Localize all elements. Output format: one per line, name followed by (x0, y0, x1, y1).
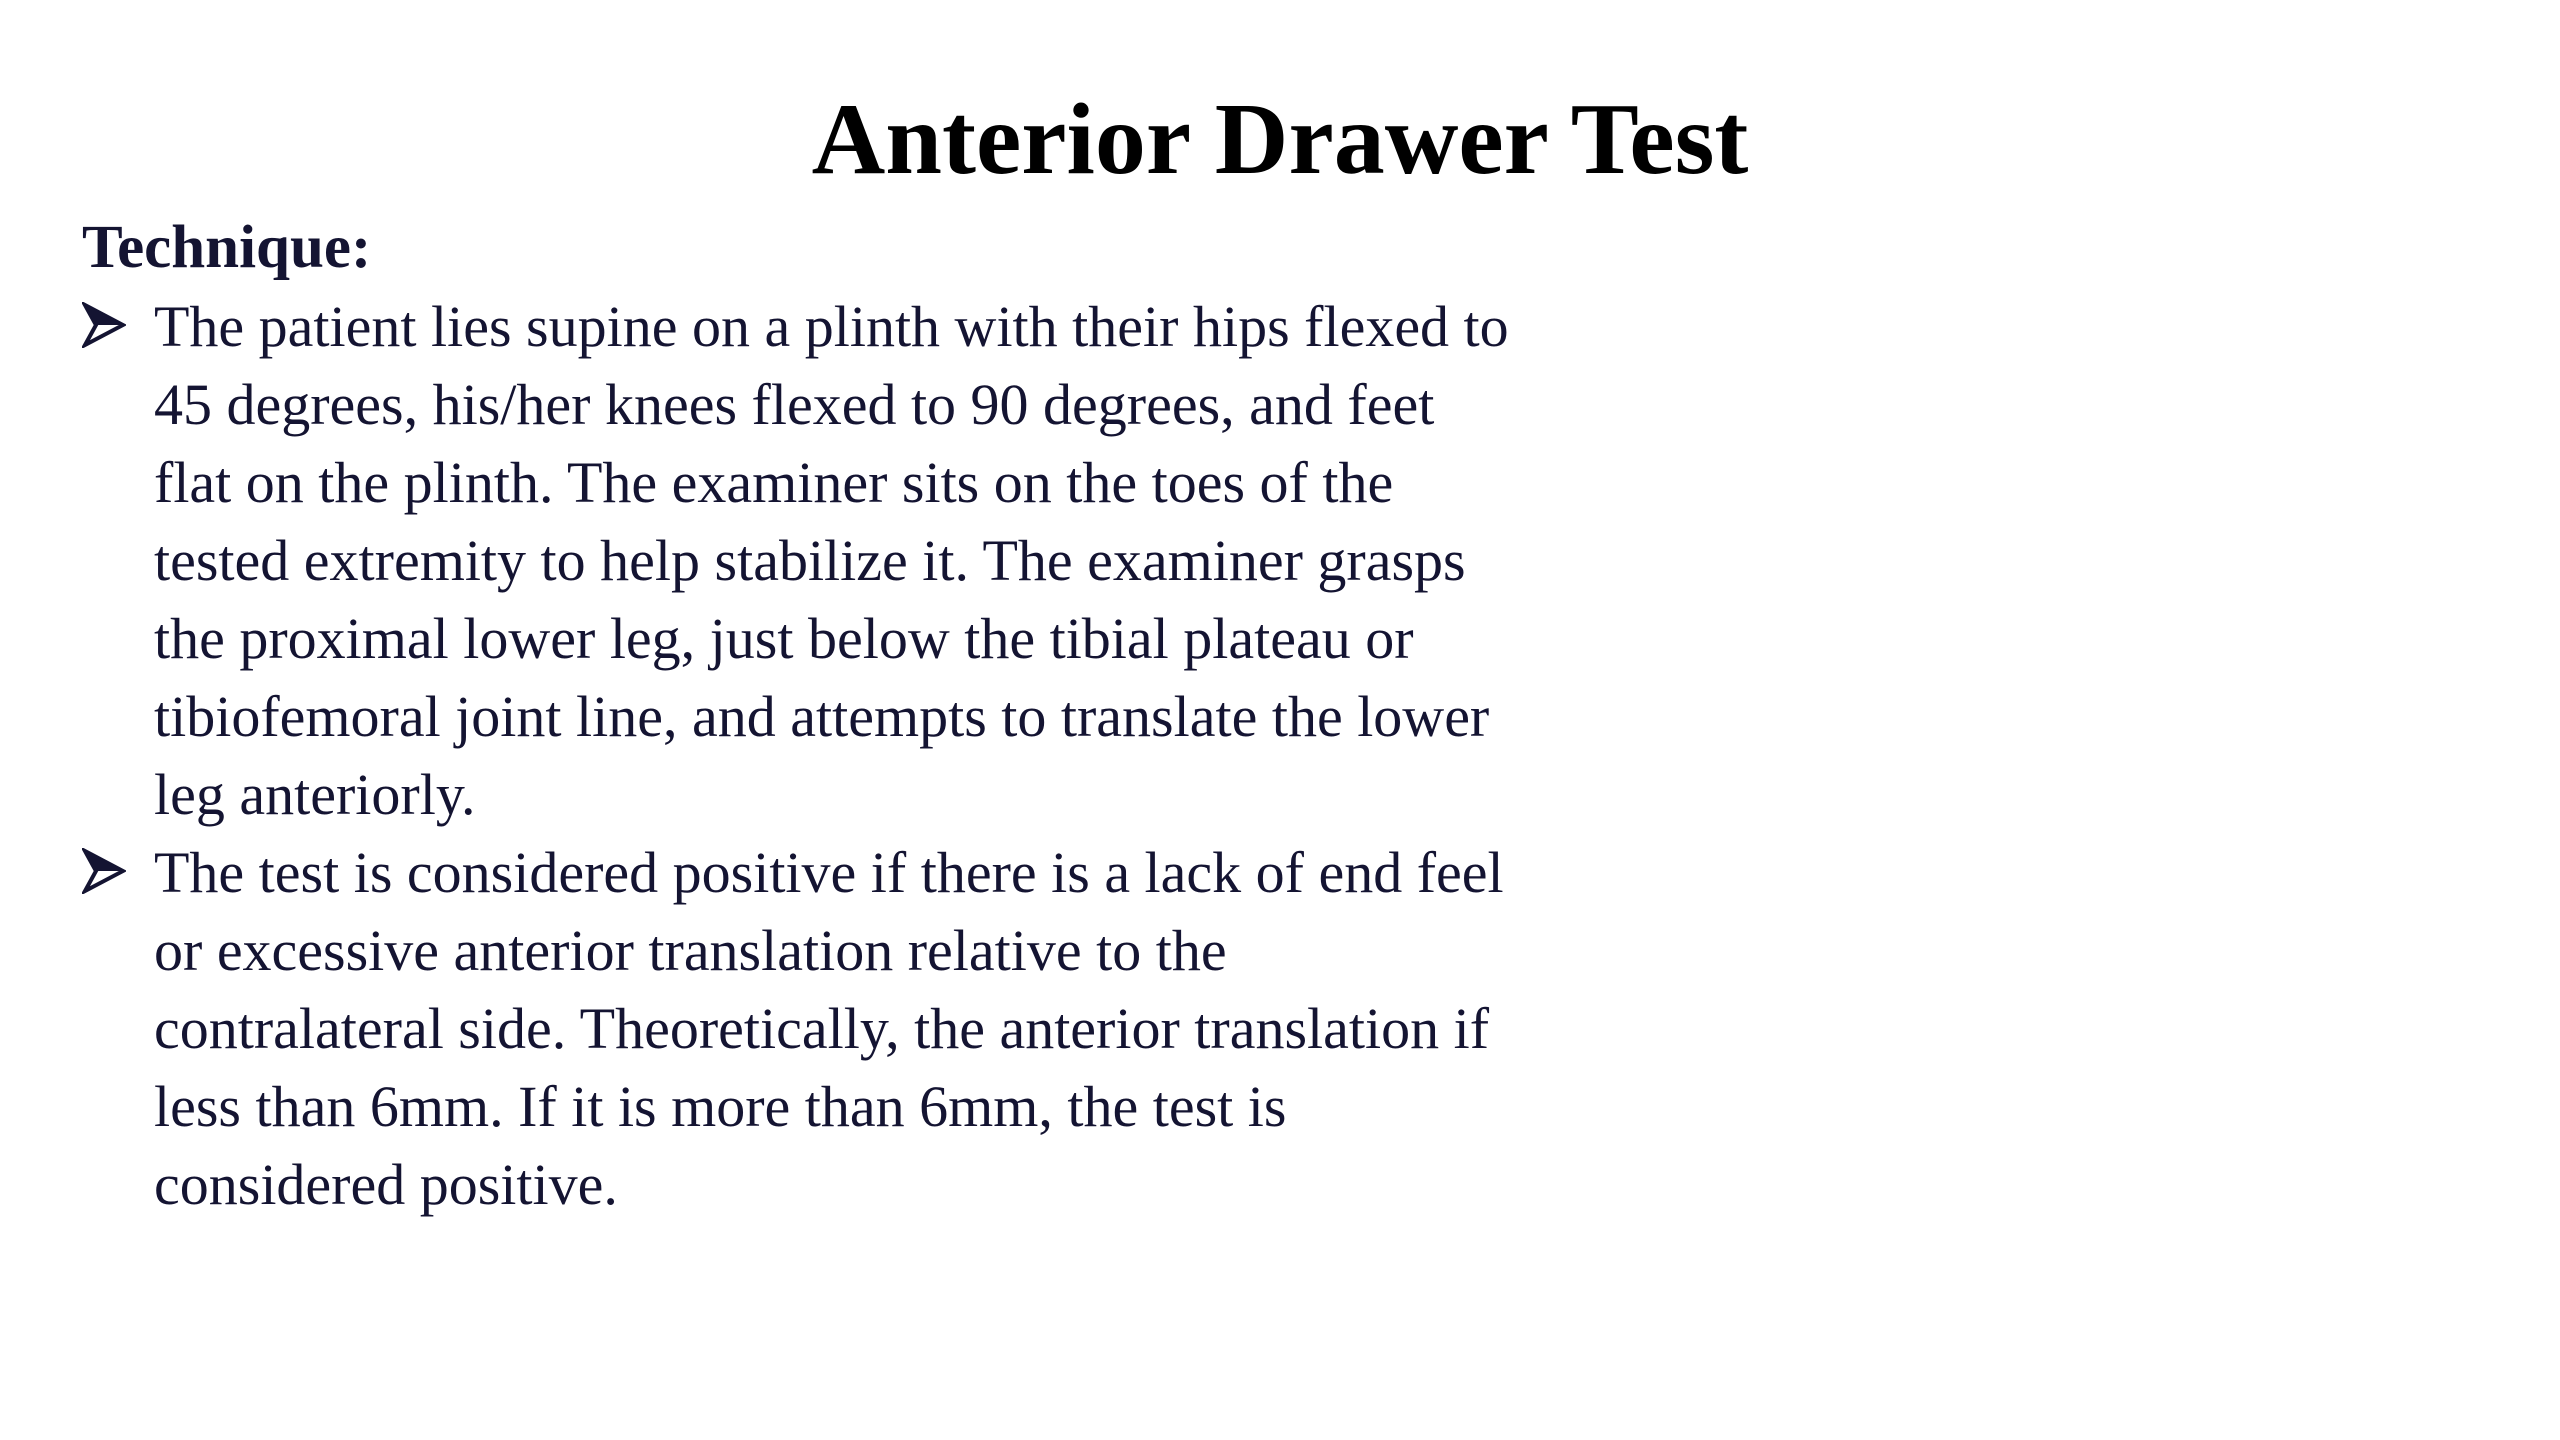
bullet-text: The patient lies supine on a plinth with their hips flexed to 45 degrees, his/her knees flexed to 90 degrees, and feet flat on the plinth. The examiner sits on the toes of the tested extremity to help stabilize it. The examiner grasps the proximal lower leg, just below the tibial plateau or tibiofemoral joint line, and attempts to translate the lower leg anteriorly. (154, 294, 1509, 827)
list-item (82, 288, 1522, 834)
slide-title: Anterior Drawer Test (811, 83, 1749, 196)
arrowhead-bullet-icon (82, 848, 126, 894)
section-heading: Technique: (82, 214, 372, 281)
bullet-text: The test is considered positive if there is a lack of end feel or excessive anterior translation relative to the contralateral side. Theoretically, the anterior translation if less than 6mm. If it is more than 6mm, the test is considered positive. (154, 840, 1504, 1217)
bullet-list (82, 288, 1522, 1224)
list-item (82, 834, 1522, 1224)
arrowhead-bullet-icon (82, 302, 126, 348)
